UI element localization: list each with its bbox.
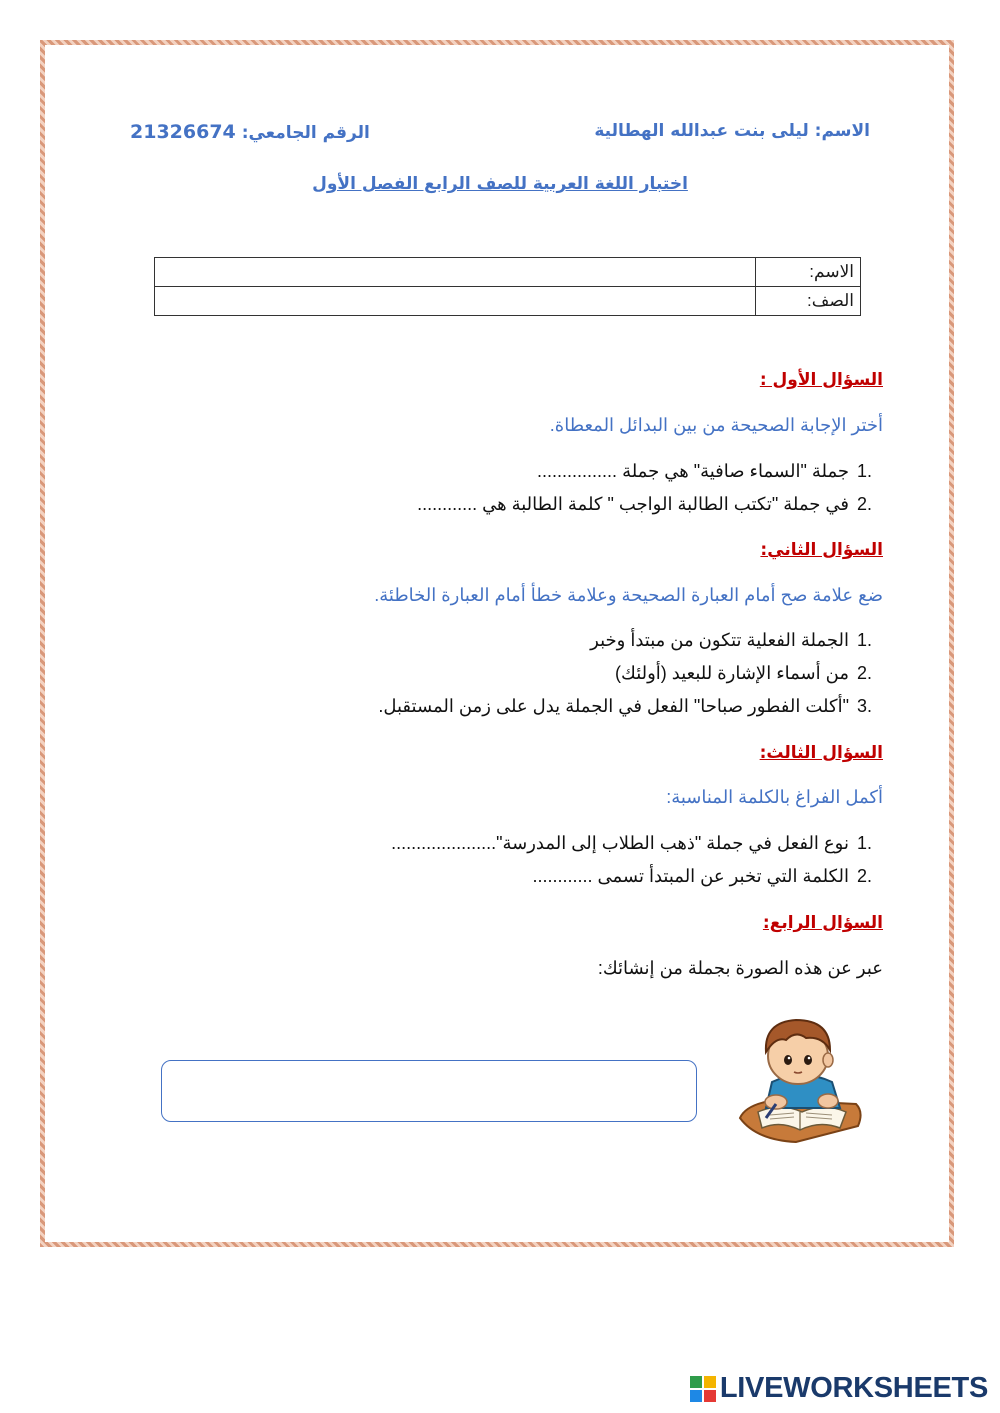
class-field[interactable] [155, 287, 756, 316]
q1-instruction: أختر الإجابة الصحيحة من بين البدائل المعطاة. [549, 415, 883, 435]
q3-instruction: أكمل الفراغ بالكلمة المناسبة: [666, 787, 883, 807]
name-field[interactable] [155, 258, 756, 287]
q2-instruction: ضع علامة صح أمام العبارة الصحيحة وعلامة خطأ أمام العبارة الخاطئة. [374, 585, 883, 605]
boy-studying-illustration [736, 1008, 866, 1148]
list-item [532, 866, 872, 887]
item-number: 1. [856, 461, 872, 481]
q4-instruction: عبر عن هذه الصورة بجملة من إنشائك: [597, 958, 883, 978]
item-text: "أكلت الفطور صباحا" الفعل في الجملة يدل على زمن المستقبل. [378, 696, 849, 716]
item-text: الجملة الفعلية تتكون من مبتدأ وخبر [590, 630, 849, 650]
table-row [155, 258, 861, 287]
item-number: 1. [856, 833, 872, 853]
student-info-table [154, 257, 861, 316]
list-item [417, 494, 872, 515]
list-item [537, 461, 872, 482]
item-text: من أسماء الإشارة للبعيد (أولئك) [615, 663, 849, 683]
q4-heading: السؤال الرابع: [762, 913, 883, 933]
q3-heading: السؤال الثالث: [759, 743, 883, 763]
list-item [590, 630, 872, 651]
item-number: 2. [856, 494, 872, 514]
footer-watermark [690, 1372, 988, 1405]
answer-textbox[interactable] [161, 1060, 697, 1122]
name-label: الاسم: [756, 258, 861, 287]
list-item [378, 696, 872, 717]
q2-heading: السؤال الثاني: [760, 540, 883, 560]
item-number: 2. [856, 663, 872, 683]
item-text: جملة "السماء صافية" هي جملة ................ [537, 461, 849, 481]
liveworksheets-logo-icon [690, 1376, 716, 1402]
item-number: 2. [856, 866, 872, 886]
item-text: في جملة "تكتب الطالبة الواجب " كلمة الطالبة هي ............ [417, 494, 849, 514]
item-text: نوع الفعل في جملة "ذهب الطلاب إلى المدرسة"..................... [391, 833, 849, 853]
student-id-label: الرقم الجامعي: [241, 123, 370, 143]
class-label: الصف: [756, 287, 861, 316]
watermark-text: LIVEWORKSHEETS [719, 1372, 988, 1404]
q1-heading: السؤال الأول : [759, 370, 883, 390]
list-item [391, 833, 872, 854]
page-title: اختبار اللغة العربية للصف الرابع الفصل الأول [312, 174, 688, 194]
item-number: 1. [856, 630, 872, 650]
table-row [155, 287, 861, 316]
student-name: الاسم: ليلى بنت عبدالله الهطالية [594, 121, 870, 141]
item-number: 3. [856, 696, 872, 716]
item-text: الكلمة التي تخبر عن المبتدأ تسمى ............ [532, 866, 849, 886]
student-id [130, 121, 370, 143]
student-id-value: 21326674 [130, 121, 236, 143]
list-item [615, 663, 872, 684]
